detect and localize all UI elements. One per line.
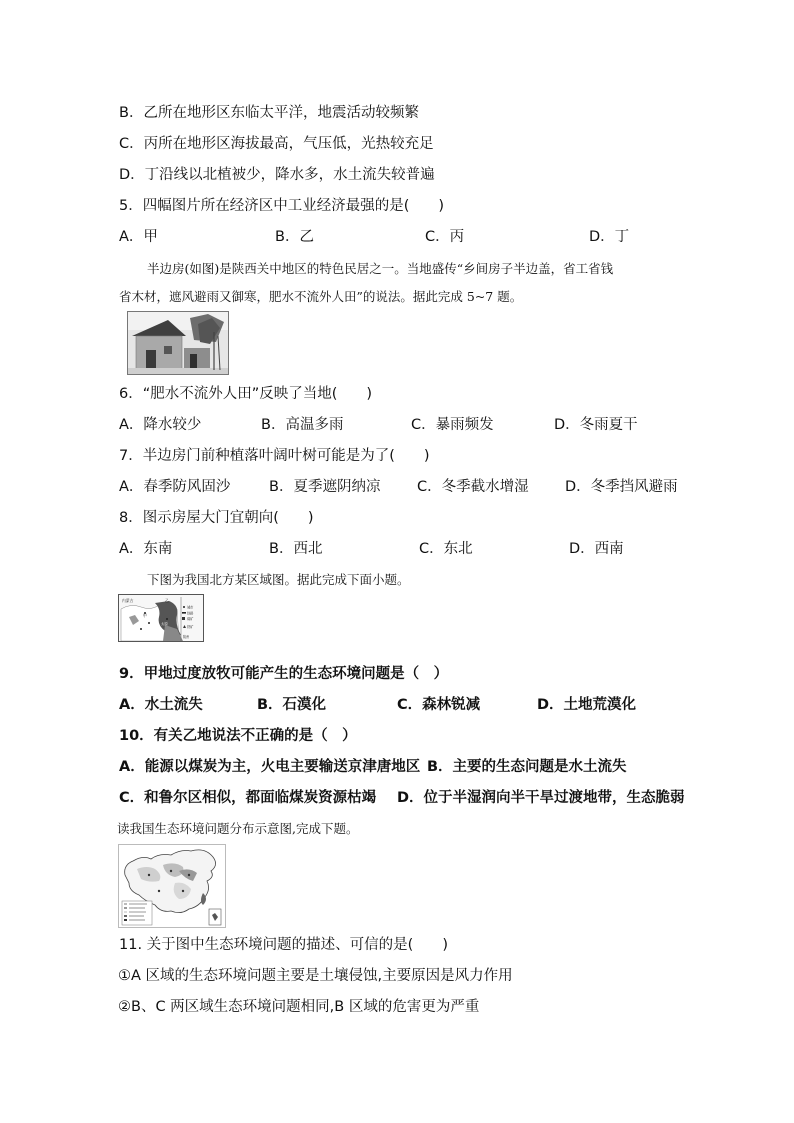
q9-option-a: A．水土流失	[119, 697, 203, 713]
q9-option-c: C．森林锐减	[397, 697, 481, 713]
q8-option-c: C．东北	[419, 541, 473, 557]
q6-option-c: C．暴雨频发	[411, 417, 494, 433]
q4-option-c: C．丙所在地形区海拔最高，气压低，光热较充足	[119, 136, 434, 152]
map1-label-yi: 乙	[165, 598, 169, 603]
q6-stem: 6．“肥水不流外人田”反映了当地( )	[119, 386, 373, 402]
q7-option-a: A．春季防风固沙	[119, 479, 231, 495]
q5-option-c: C．丙	[425, 229, 465, 245]
map1-legend-iron: 铁矿	[187, 625, 194, 629]
q7-option-c: C．冬季截水增湿	[417, 479, 529, 495]
q10-option-b: B．主要的生态问题是水土流失	[427, 759, 627, 775]
map1-legend-coal: 煤矿	[187, 617, 194, 621]
map1-legend-city: 城市	[187, 605, 194, 610]
map1-legend-railway: 铁路	[187, 611, 194, 616]
q4-option-b: B．乙所在地形区东临太平洋，地震活动较频繁	[119, 105, 419, 121]
q8-option-d: D．西南	[569, 541, 624, 557]
q9-stem: 9．甲地过度放牧可能产生的生态环境问题是（ ）	[119, 666, 449, 682]
q6-option-b: B．高温多雨	[261, 417, 344, 433]
passage-3	[117, 819, 687, 839]
china-eco-problem-map	[118, 844, 226, 928]
q8-option-a: A．东南	[119, 541, 173, 557]
q10-option-c: C．和鲁尔区相似，都面临煤炭资源枯竭	[119, 790, 377, 806]
q10-option-d: D．位于半湿润向半干旱过渡地带，生态脆弱	[397, 790, 685, 806]
passage-1	[119, 259, 689, 307]
q10-stem: 10．有关乙地说法不正确的是（ ）	[119, 728, 357, 744]
q4-option-d: D．丁沿线以北植被少，降水多，水土流失较普遍	[119, 167, 435, 183]
q6-option-a: A．降水较少	[119, 417, 202, 433]
q8-stem: 8．图示房屋大门宜朝向( )	[119, 510, 314, 526]
banbianfang-photo	[127, 311, 229, 375]
q7-option-b: B．夏季遮阴纳凉	[269, 479, 381, 495]
passage-2	[119, 570, 689, 590]
map1-label-neimenggu: 内蒙古	[122, 598, 134, 603]
q8-option-b: B．西北	[269, 541, 323, 557]
map1-label-jia: 甲	[143, 613, 147, 618]
q11-statement-1: ①A 区域的生态环境问题主要是土壤侵蚀,主要原因是风力作用	[118, 968, 513, 984]
q7-option-d: D．冬季挡风避雨	[565, 479, 678, 495]
map1-label-taiyuan: 太原	[161, 622, 168, 626]
map1-label-shanzhou: 陕州	[183, 635, 190, 639]
passage-1-line-1: 半边房(如图)是陕西关中地区的特色民居之一。当地盛传“乡间房子半边盖，省工省钱	[147, 261, 614, 276]
q5-option-b: B．乙	[275, 229, 314, 245]
q10-option-a: A．能源以煤炭为主，火电主要输送京津唐地区	[119, 759, 421, 775]
passage-3-text: 读我国生态环境问题分布示意图,完成下题。	[117, 821, 359, 836]
q7-stem: 7．半边房门前种植落叶阔叶树可能是为了( )	[119, 448, 430, 464]
q5-option-d: D．丁	[589, 229, 630, 245]
q11-stem: 11. 关于图中生态环境问题的描述、可信的是( )	[119, 937, 448, 953]
q5-option-a: A．甲	[119, 229, 158, 245]
q5-stem: 5．四幅图片所在经济区中工业经济最强的是( )	[119, 198, 445, 214]
q6-option-d: D．冬雨夏干	[554, 417, 638, 433]
q9-option-b: B．石漠化	[257, 697, 327, 713]
north-region-map	[118, 594, 204, 642]
q9-option-d: D．土地荒漠化	[537, 697, 637, 713]
passage-2-text: 下图为我国北方某区域图。据此完成下面小题。	[147, 572, 410, 587]
q11-statement-2: ②B、C 两区域生态环境问题相同,B 区域的危害更为严重	[118, 999, 480, 1015]
passage-1-line-2: 省木材，遮风避雨又御寒，肥水不流外人田”的说法。据此完成 5~7 题。	[119, 289, 523, 304]
